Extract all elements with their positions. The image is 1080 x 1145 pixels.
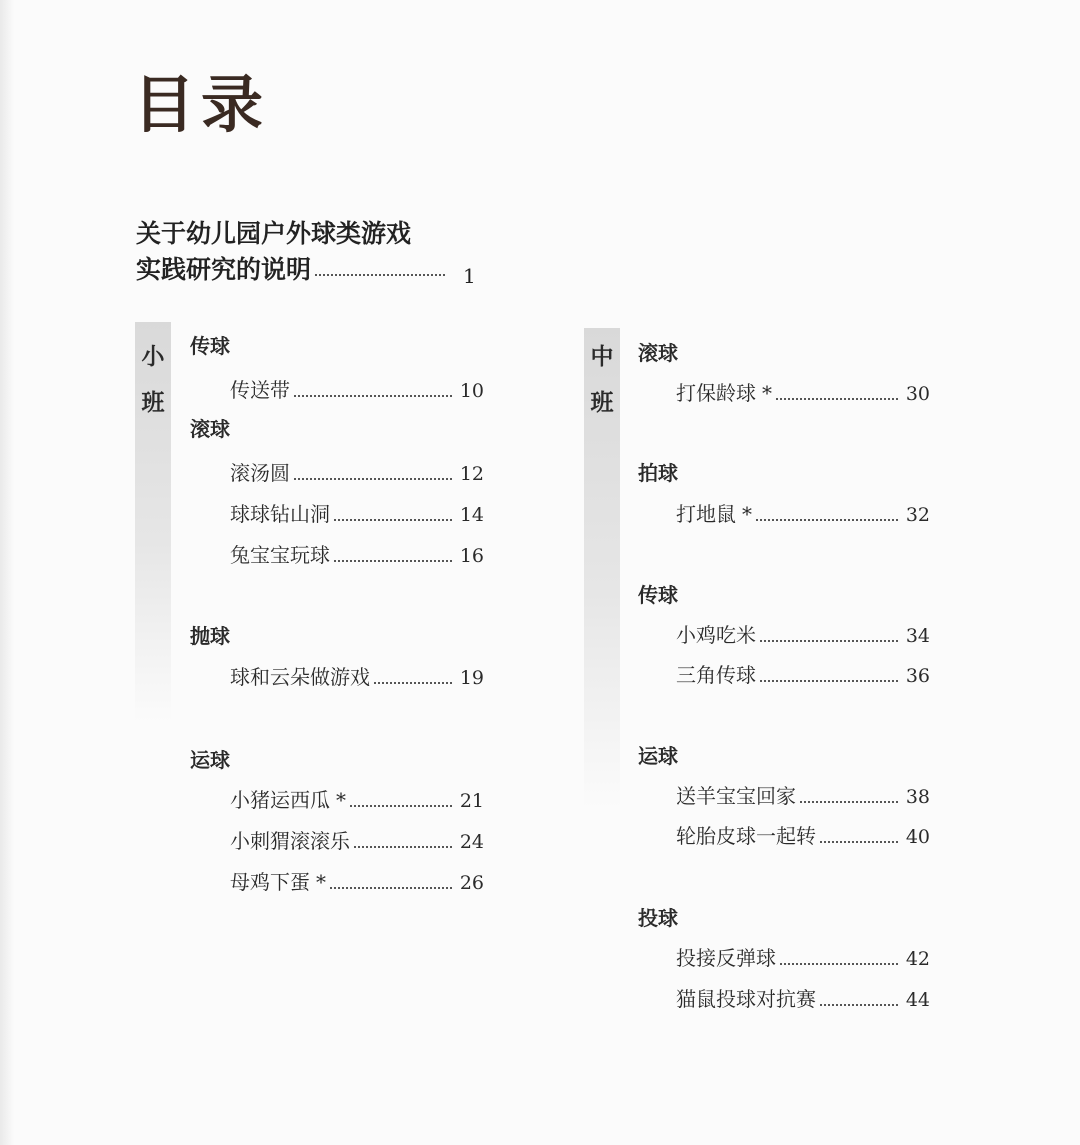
entry-page: 26 [459, 872, 484, 894]
entry-page: 10 [459, 380, 484, 402]
leader-dots [294, 478, 452, 480]
intro-line2: 实践研究的说明 [136, 255, 312, 284]
toc-entry[interactable] [676, 820, 930, 849]
entry-page: 36 [905, 665, 930, 687]
leader-dots [315, 274, 445, 276]
star-mark: * [742, 502, 752, 526]
page-title: 目录 [133, 68, 270, 141]
entry-page: 24 [459, 831, 484, 853]
toc-entry[interactable] [676, 659, 930, 688]
entry-title: 球球钻山洞 [230, 502, 330, 526]
entry-title: 送羊宝宝回家 [676, 784, 796, 808]
intro-line1: 关于幼儿园户外球类游戏 [136, 219, 412, 248]
entry-title: 打地鼠 [676, 502, 736, 526]
category-heading: 运球 [190, 748, 230, 772]
category-heading: 滚球 [638, 341, 678, 365]
star-mark: * [316, 870, 326, 894]
entry-title: 球和云朵做游戏 [230, 665, 370, 689]
toc-entry[interactable] [230, 661, 484, 690]
leader-dots [374, 682, 452, 684]
toc-entry[interactable] [230, 498, 484, 527]
toc-entry[interactable] [230, 784, 484, 813]
category-heading: 投球 [638, 906, 678, 930]
grade-bar-char: 班 [141, 390, 165, 416]
leader-dots [354, 846, 452, 848]
leader-dots [760, 680, 898, 682]
page-edge [0, 0, 14, 1145]
entry-page: 42 [905, 948, 930, 970]
toc-entry[interactable] [230, 457, 484, 486]
leader-dots [820, 1004, 898, 1006]
entry-page: 16 [459, 545, 484, 567]
entry-page: 14 [459, 504, 484, 526]
leader-dots [820, 841, 898, 843]
toc-entry[interactable] [230, 539, 484, 568]
entry-title: 兔宝宝玩球 [230, 543, 330, 567]
leader-dots [756, 519, 898, 521]
entry-title: 投接反弹球 [676, 946, 776, 970]
entry-title: 猫鼠投球对抗赛 [676, 987, 816, 1011]
leader-dots [760, 640, 898, 642]
category-heading: 传球 [638, 583, 678, 607]
leader-dots [334, 560, 452, 562]
entry-title: 轮胎皮球一起转 [676, 824, 816, 848]
grade-bar-small [135, 322, 171, 722]
leader-dots [334, 519, 452, 521]
entry-page: 30 [905, 383, 930, 405]
intro-entry[interactable] [136, 216, 476, 288]
star-mark: * [336, 788, 346, 812]
grade-bar-middle [584, 328, 620, 808]
leader-dots [350, 805, 452, 807]
toc-entry[interactable] [676, 377, 930, 406]
toc-entry[interactable] [676, 983, 930, 1012]
toc-entry[interactable] [676, 780, 930, 809]
leader-dots [294, 395, 452, 397]
entry-page: 38 [905, 786, 930, 808]
grade-bar-char: 小 [141, 344, 165, 370]
entry-title: 母鸡下蛋 [230, 870, 310, 894]
entry-page: 19 [459, 667, 484, 689]
entry-title: 小鸡吃米 [676, 623, 756, 647]
entry-page: 34 [905, 625, 930, 647]
entry-page: 32 [905, 504, 930, 526]
toc-entry[interactable] [230, 825, 484, 854]
toc-entry[interactable] [230, 374, 484, 403]
entry-title: 小刺猬滚滚乐 [230, 829, 350, 853]
toc-entry[interactable] [230, 866, 484, 895]
entry-title: 滚汤圆 [230, 461, 290, 485]
entry-page: 44 [905, 989, 930, 1011]
grade-bar-char: 班 [590, 390, 614, 416]
entry-title: 三角传球 [676, 663, 756, 687]
toc-entry[interactable] [676, 942, 930, 971]
category-heading: 抛球 [190, 624, 230, 648]
category-heading: 传球 [190, 334, 230, 358]
category-heading: 滚球 [190, 417, 230, 441]
category-heading: 拍球 [638, 461, 678, 485]
entry-page: 12 [459, 463, 484, 485]
entry-title: 传送带 [230, 378, 290, 402]
toc-entry[interactable] [676, 619, 930, 648]
grade-bar-char: 中 [590, 344, 614, 370]
star-mark: * [762, 381, 772, 405]
intro-page-number: 1 [463, 264, 476, 288]
entry-title: 小猪运西瓜 [230, 788, 330, 812]
category-heading: 运球 [638, 744, 678, 768]
leader-dots [330, 887, 452, 889]
leader-dots [780, 963, 898, 965]
entry-page: 40 [905, 826, 930, 848]
leader-dots [800, 801, 898, 803]
entry-page: 21 [459, 790, 484, 812]
leader-dots [776, 398, 898, 400]
entry-title: 打保龄球 [676, 381, 756, 405]
toc-entry[interactable] [676, 498, 930, 527]
